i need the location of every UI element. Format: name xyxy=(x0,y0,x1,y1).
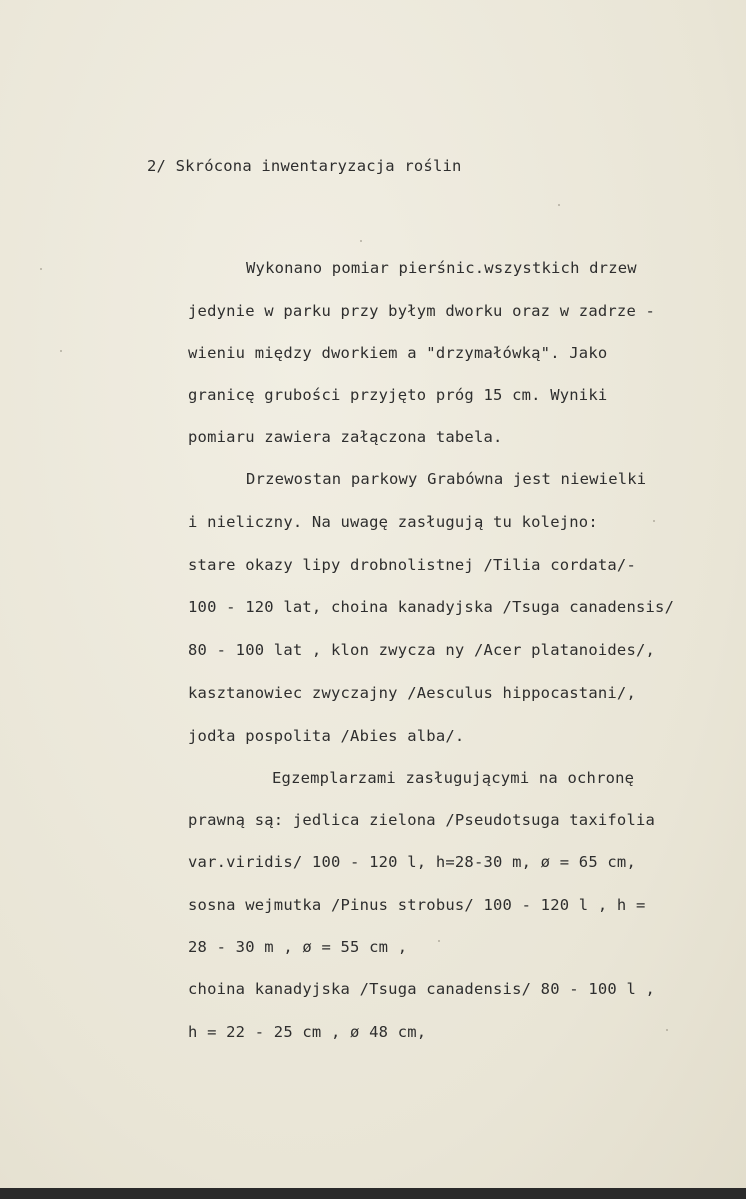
text-line: pomiaru zawiera załączona tabela. xyxy=(188,428,503,446)
scan-border xyxy=(0,1188,746,1199)
paper-speck xyxy=(360,240,362,242)
paper-speck xyxy=(653,520,655,522)
text-line: 80 - 100 lat , klon zwycza ny /Acer platanoides/, xyxy=(188,641,656,659)
text-line: stare okazy lipy drobnolistnej /Tilia cordata/- xyxy=(188,556,636,574)
text-line: Drzewostan parkowy Grabówna jest niewielki xyxy=(246,470,647,488)
text-line: choina kanadyjska /Tsuga canadensis/ 80 - 100 l , xyxy=(188,980,656,998)
paper-speck xyxy=(558,204,560,206)
text-line: sosna wejmutka /Pinus strobus/ 100 - 120 l , h = xyxy=(188,896,646,914)
text-line: var.viridis/ 100 - 120 l, h=28-30 m, ø = 65 cm, xyxy=(188,853,636,871)
section-heading: 2/ Skrócona inwentaryzacja roślin xyxy=(147,157,462,175)
text-line: 28 - 30 m , ø = 55 cm , xyxy=(188,938,408,956)
text-line: prawną są: jedlica zielona /Pseudotsuga taxifolia xyxy=(188,811,656,829)
paper-speck xyxy=(666,1029,668,1031)
text-line: i nieliczny. Na uwagę zasługują tu kolejno: xyxy=(188,513,598,531)
text-line: wieniu między dworkiem a "drzymałówką". Jako xyxy=(188,344,608,362)
paper-speck xyxy=(40,268,42,270)
text-line: granicę grubości przyjęto próg 15 cm. Wyniki xyxy=(188,386,608,404)
paper-speck xyxy=(438,940,440,942)
text-line: kasztanowiec zwyczajny /Aesculus hippocastani/, xyxy=(188,684,636,702)
text-line: h = 22 - 25 cm , ø 48 cm, xyxy=(188,1023,427,1041)
paper-speck xyxy=(60,350,62,352)
text-line: 100 - 120 lat, choina kanadyjska /Tsuga canadensis/ xyxy=(188,598,675,616)
text-line: jodła pospolita /Abies alba/. xyxy=(188,727,465,745)
text-line: Wykonano pomiar pierśnic.wszystkich drzew xyxy=(246,259,637,277)
text-line: Egzemplarzami zasługującymi na ochronę xyxy=(272,769,635,787)
text-line: jedynie w parku przy byłym dworku oraz w zadrze - xyxy=(188,302,656,320)
